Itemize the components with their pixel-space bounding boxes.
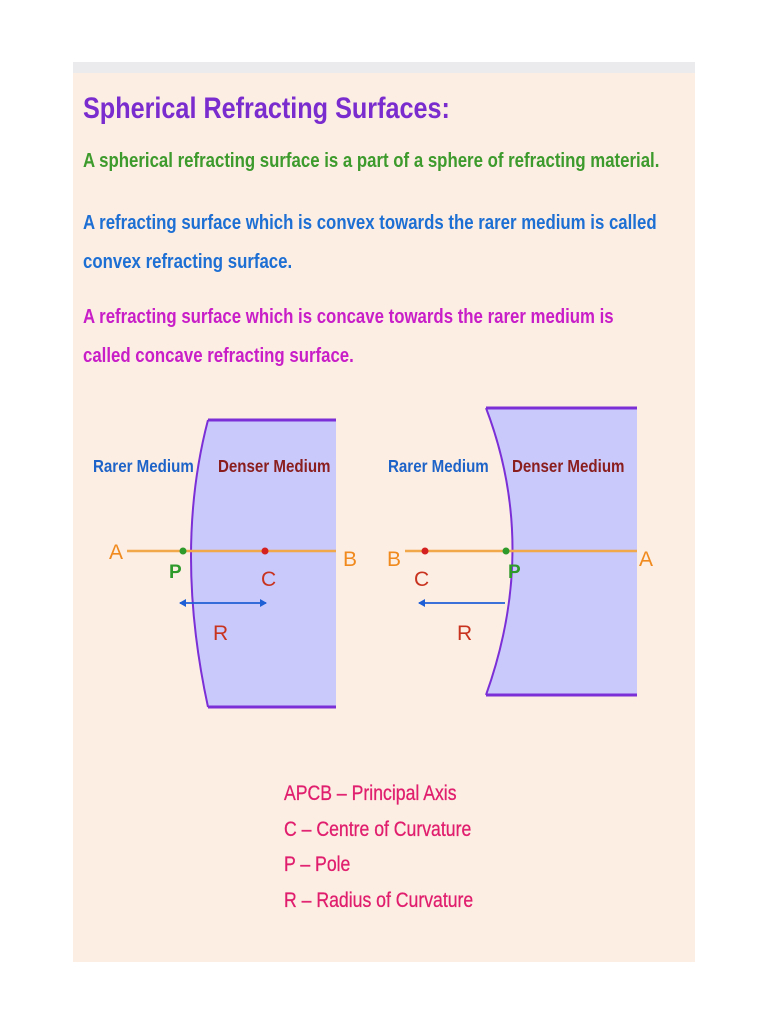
convex-surface-diagram	[93, 420, 357, 707]
concave-definition-line-2: called concave refracting surface.	[83, 345, 354, 367]
legend-item-principal-axis: APCB – Principal Axis	[284, 782, 457, 805]
slide	[73, 62, 695, 962]
convex-point-a-label: A	[109, 541, 124, 564]
concave-denser-medium-label: Denser Medium	[511, 455, 625, 477]
convex-definition-line-2: convex refracting surface.	[83, 251, 293, 273]
convex-rarer-medium-label: Rarer Medium	[93, 455, 194, 477]
convex-centre-point	[262, 548, 269, 555]
definition-line: A spherical refracting surface is a part of a sphere of refracting material.	[83, 150, 660, 172]
concave-radius-label: R	[457, 622, 473, 645]
convex-point-b-label: B	[343, 548, 358, 571]
concave-point-c-label: C	[414, 568, 430, 591]
convex-point-p-label: P	[169, 562, 182, 583]
legend-item-radius-of-curvature: R – Radius of Curvature	[284, 889, 474, 912]
slide-title: Spherical Refracting Surfaces:	[83, 92, 450, 125]
convex-denser-medium-label: Denser Medium	[217, 455, 331, 477]
concave-surface-diagram	[387, 408, 653, 695]
legend-item-pole: P – Pole	[284, 853, 351, 876]
concave-point-p-label: P	[508, 562, 521, 583]
convex-definition-line-1: A refracting surface which is convex towards the rarer medium is called	[83, 212, 657, 234]
concave-definition-line-1: A refracting surface which is concave towards the rarer medium is	[83, 306, 614, 328]
concave-centre-point	[422, 548, 429, 555]
convex-point-c-label: C	[261, 568, 277, 591]
convex-pole-point	[180, 548, 187, 555]
legend-item-centre-of-curvature: C – Centre of Curvature	[284, 818, 472, 841]
concave-rarer-medium-label: Rarer Medium	[388, 455, 489, 477]
concave-point-b-label: B	[387, 548, 402, 571]
convex-radius-label: R	[213, 622, 229, 645]
concave-pole-point	[503, 548, 510, 555]
concave-point-a-label: A	[639, 548, 654, 571]
